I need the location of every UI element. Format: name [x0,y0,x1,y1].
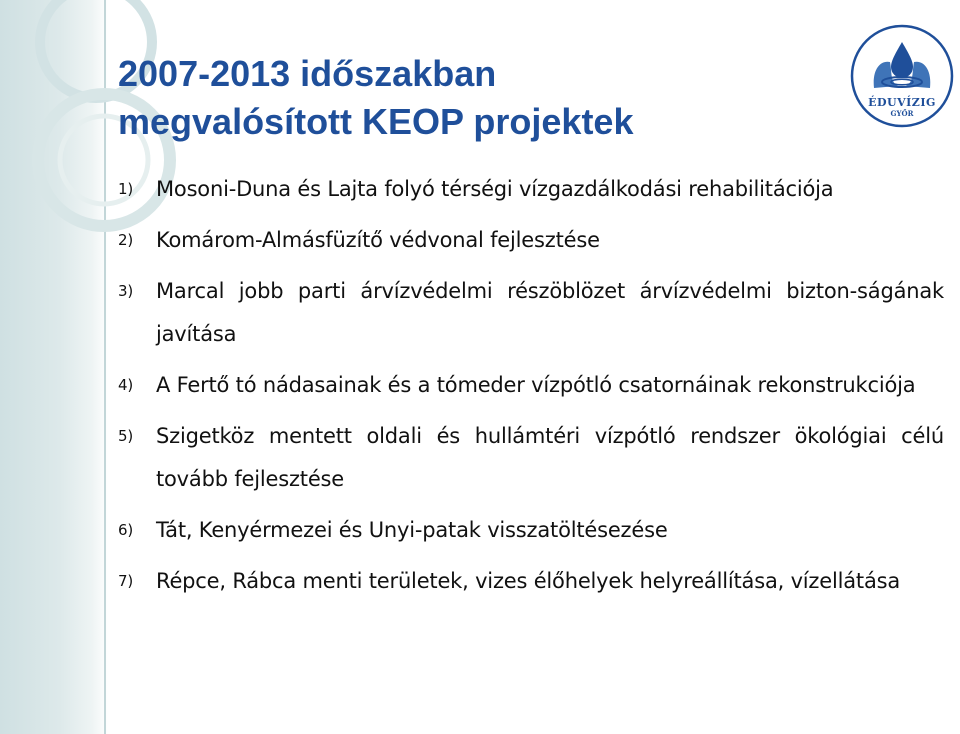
list-item [118,270,944,356]
list-item-number: 2) [118,231,133,249]
list-item-text: Répce, Rábca menti területek, vizes élőhelyek helyreállítása, vízellátása [156,569,901,593]
list-item [118,168,944,211]
list-item-text: Tát, Kenyérmezei és Unyi-patak visszatöltésezése [156,518,668,542]
logo-name: ÉDUVÍZIG [868,96,936,109]
list-item-text: A Fertő tó nádasainak és a tómeder vízpótló csatornáinak rekonstrukciója [156,373,916,397]
list-item-number: 3) [118,282,133,300]
list-item [118,509,944,552]
title-line-1: 2007-2013 időszakban [118,53,497,94]
list-item [118,560,944,603]
logo-city: GYŐR [890,109,914,118]
list-item [118,364,944,407]
project-list [118,168,944,603]
list-item-number: 7) [118,572,133,590]
list-item-text: Komárom-Almásfüzítő védvonal fejlesztése [156,228,600,252]
list-item-number: 6) [118,521,133,539]
eduvizig-logo [850,24,954,128]
list-item-number: 5) [118,427,133,445]
list-item-number: 4) [118,376,133,394]
list-item-text: Szigetköz mentett oldali és hullámtéri vízpótló rendszer ökológiai célú tovább fejlesztése [156,424,944,491]
page-title [118,50,633,146]
list-item [118,219,944,262]
list-item-text: Mosoni-Duna és Lajta folyó térségi vízgazdálkodási rehabilitációja [156,177,834,201]
list-item-number: 1) [118,180,133,198]
title-line-2: megvalósított KEOP projektek [118,101,634,142]
list-item-text: Marcal jobb parti árvízvédelmi részöblözet árvízvédelmi bizton-ságának javítása [156,279,944,346]
list-item [118,415,944,501]
